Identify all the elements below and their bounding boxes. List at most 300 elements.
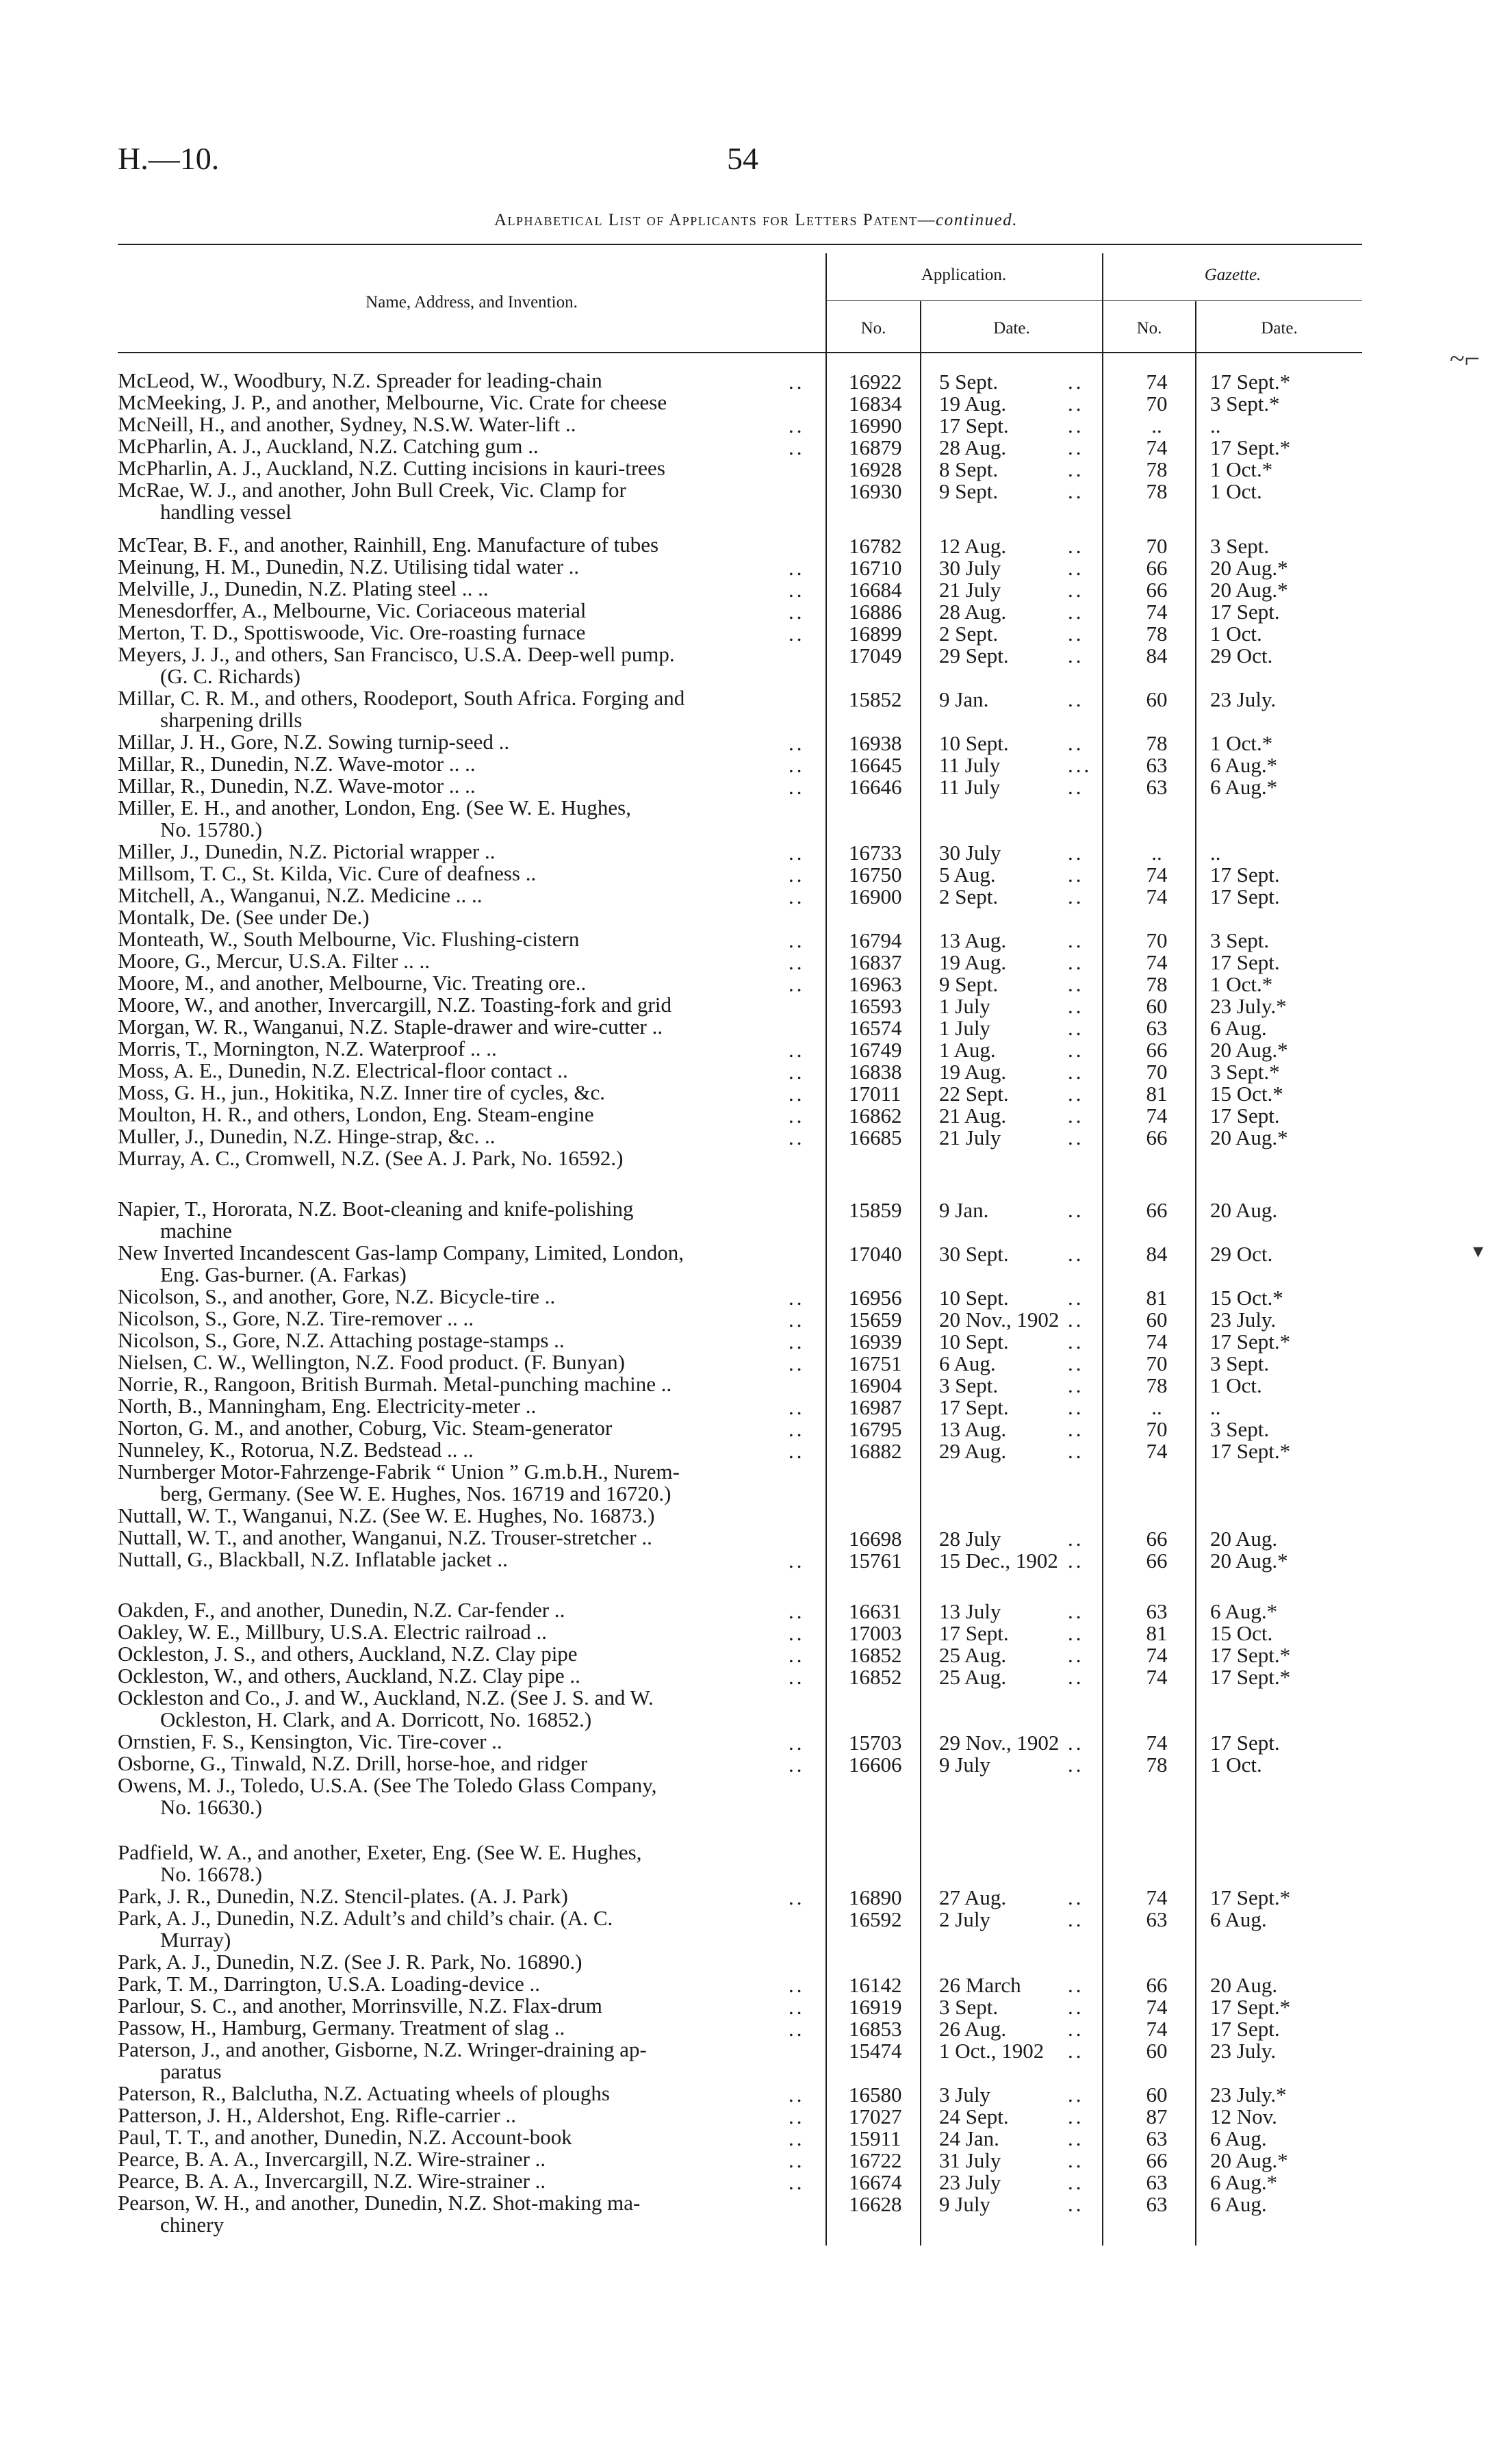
application-date: 27 Aug. (939, 1885, 1007, 1909)
applicant-entry (118, 950, 816, 972)
gazette-number: 70 (1146, 392, 1168, 416)
application-number: 16685 (849, 1125, 902, 1149)
column-header-gazette-no: No. (1136, 319, 1162, 338)
applicant-entry (118, 2104, 816, 2126)
gazette-number: 63 (1146, 2192, 1168, 2216)
leader-dots: .. (789, 578, 805, 602)
gazette-date: 1 Oct.* (1210, 972, 1273, 996)
date-leader-dots: .. (1068, 479, 1084, 503)
applicant-entry (118, 1549, 816, 1570)
gazette-number: 84 (1146, 644, 1168, 667)
gazette-number: 70 (1146, 1060, 1168, 1084)
application-number: 16794 (849, 928, 902, 952)
date-leader-dots: .. (1068, 1731, 1084, 1755)
gazette-number: 66 (1146, 556, 1168, 580)
gazette-date: 6 Aug. (1210, 1907, 1267, 1931)
gazette-number: 66 (1146, 1038, 1168, 1062)
gazette-number: 74 (1146, 1731, 1168, 1755)
applicant-text: Meinung, H. M., Dunedin, N.Z. Utilising tidal water .. (118, 555, 580, 578)
applicant-entry (118, 1527, 816, 1549)
leader-dots: .. (789, 1599, 805, 1623)
leader-dots: .. (789, 1731, 805, 1755)
leader-dots: .. (789, 2148, 805, 2172)
applicant-entry (118, 775, 816, 797)
leader-dots: .. (789, 1885, 805, 1909)
applicant-text: Moore, M., and another, Melbourne, Vic. Treating ore.. (118, 971, 587, 995)
column-header-name: Name, Address, and Invention. (366, 293, 578, 311)
gazette-number: 78 (1146, 479, 1168, 503)
gazette-date: 3 Sept. (1210, 928, 1270, 952)
applicant-text: Millar, R., Dunedin, N.Z. Wave-motor .. .. (118, 774, 476, 798)
date-leader-dots: .. (1068, 1395, 1084, 1419)
leader-dots: .. (789, 1549, 805, 1573)
applicant-text-continued: handling vessel (160, 500, 292, 524)
gazette-date: 17 Sept.* (1210, 1439, 1291, 1463)
gazette-number: 70 (1146, 928, 1168, 952)
application-number: 15703 (849, 1731, 902, 1755)
applicant-entry (118, 1242, 816, 1286)
application-number: 16862 (849, 1104, 902, 1128)
applicant-text: Nielsen, C. W., Wellington, N.Z. Food product. (F. Bunyan) (118, 1350, 626, 1374)
application-number: 16922 (849, 370, 902, 394)
applicant-text: Ockleston and Co., J. and W., Auckland, N.Z. (See J. S. and W. (118, 1686, 654, 1709)
gazette-number: 81 (1146, 1286, 1168, 1310)
date-leader-dots: .. (1068, 1885, 1084, 1909)
leader-dots: .. (789, 1125, 805, 1149)
gazette-number: 78 (1146, 1753, 1168, 1777)
applicant-text: Ockleston, J. S., and others, Auckland, N.Z. Clay pipe (118, 1642, 578, 1666)
application-number: 16628 (849, 2192, 902, 2216)
applicant-entry (118, 2148, 816, 2170)
gazette-date: 17 Sept.* (1210, 435, 1291, 459)
date-leader-dots: .. (1068, 578, 1084, 602)
gazette-date: 3 Sept. (1210, 1417, 1270, 1441)
applicant-text: Moulton, H. R., and others, London, Eng. Steam-engine (118, 1102, 594, 1126)
gazette-date: 23 July. (1210, 2039, 1277, 2063)
applicant-entry (118, 687, 816, 731)
gazette-date: 1 Oct. (1210, 622, 1262, 646)
gazette-number: 78 (1146, 972, 1168, 996)
date-leader-dots: .. (1068, 392, 1084, 416)
application-date: 6 Aug. (939, 1351, 996, 1375)
gazette-number: 70 (1146, 534, 1168, 558)
column-divider-name (825, 253, 827, 2246)
date-leader-dots: .. (1068, 1643, 1084, 1667)
application-number: 17027 (849, 2104, 902, 2128)
application-date: 21 July (939, 578, 1001, 602)
gazette-number: 63 (1146, 1907, 1168, 1931)
applicant-entry (118, 1907, 816, 1951)
application-date: 5 Aug. (939, 863, 996, 887)
leader-dots: .. (789, 950, 805, 974)
date-leader-dots: .. (1068, 1439, 1084, 1463)
application-number: 16852 (849, 1643, 902, 1667)
applicant-text-continued: (G. C. Richards) (160, 664, 300, 688)
gazette-number: 74 (1146, 1643, 1168, 1667)
application-number: 16749 (849, 1038, 902, 1062)
applicant-entry (118, 1665, 816, 1687)
gazette-number: 74 (1146, 1104, 1168, 1128)
application-number: 16631 (849, 1599, 902, 1623)
applicant-entry (118, 1104, 816, 1125)
application-date: 30 July (939, 841, 1001, 865)
application-date: 28 Aug. (939, 435, 1007, 459)
date-leader-dots: .. (1068, 2126, 1084, 2150)
applicant-text: Miller, J., Dunedin, N.Z. Pictorial wrapper .. (118, 839, 496, 863)
application-date: 11 July (939, 775, 1001, 799)
application-number: 16834 (849, 392, 902, 416)
gazette-number: 78 (1146, 457, 1168, 481)
application-date: 19 Aug. (939, 950, 1007, 974)
date-leader-dots: .. (1068, 1417, 1084, 1441)
application-date: 17 Sept. (939, 1621, 1009, 1645)
leader-dots: .. (789, 863, 805, 887)
gazette-number: 74 (1146, 370, 1168, 394)
application-date: 10 Sept. (939, 731, 1009, 755)
applicant-entry (118, 797, 816, 841)
applicant-text: Nuttall, W. T., Wanganui, N.Z. (See W. E. Hughes, No. 16873.) (118, 1503, 655, 1527)
applicant-entry (118, 1060, 816, 1082)
gazette-date: 1 Oct.* (1210, 731, 1273, 755)
gazette-number: 60 (1146, 687, 1168, 711)
application-number: 15859 (849, 1198, 902, 1222)
application-date: 28 July (939, 1527, 1001, 1551)
application-date: 23 July (939, 2170, 1001, 2194)
page-title (0, 211, 1512, 230)
applicant-text: McPharlin, A. J., Auckland, N.Z. Cutting incisions in kauri-trees (118, 456, 665, 480)
applicant-entry (118, 1286, 816, 1308)
leader-dots: .. (789, 600, 805, 624)
leader-dots: .. (789, 1665, 805, 1689)
date-leader-dots: .. (1068, 863, 1084, 887)
gazette-date: 29 Oct. (1210, 644, 1273, 667)
leader-dots: .. (789, 885, 805, 908)
date-leader-dots: .. (1068, 1286, 1084, 1310)
leader-dots: .. (789, 1995, 805, 2019)
gazette-date: 17 Sept. (1210, 1104, 1280, 1128)
application-date: 9 July (939, 1753, 990, 1777)
applicant-entry (118, 1125, 816, 1147)
applicant-text: Melville, J., Dunedin, N.Z. Plating steel .. .. (118, 576, 489, 600)
gazette-number: 66 (1146, 1198, 1168, 1222)
leader-dots: .. (789, 1621, 805, 1645)
applicant-text: Montalk, De. (See under De.) (118, 905, 370, 929)
applicant-entry (118, 1687, 816, 1731)
application-number: 16900 (849, 885, 902, 908)
gazette-number: 60 (1146, 2039, 1168, 2063)
gazette-number: 66 (1146, 1527, 1168, 1551)
application-number: 16882 (849, 1439, 902, 1463)
gazette-date: 17 Sept.* (1210, 1885, 1291, 1909)
column-header-app-date: Date. (993, 319, 1030, 338)
gazette-number: 70 (1146, 1417, 1168, 1441)
applicant-text: Norton, G. M., and another, Coburg, Vic. Steam-generator (118, 1416, 613, 1440)
application-date: 29 Sept. (939, 644, 1009, 667)
gazette-date: 6 Aug. (1210, 2192, 1267, 2216)
date-leader-dots: .. (1068, 731, 1084, 755)
date-leader-dots: .. (1068, 1973, 1084, 1997)
applicant-text: Miller, E. H., and another, London, Eng. (See W. E. Hughes, (118, 796, 631, 819)
applicant-text: McRae, W. J., and another, John Bull Creek, Vic. Clamp for (118, 478, 626, 502)
leader-dots: .. (789, 972, 805, 996)
applicant-text: Nuttall, W. T., and another, Wanganui, N.Z. Trouser-stretcher .. (118, 1525, 652, 1549)
applicant-entry (118, 928, 816, 950)
gazette-date: 6 Aug. (1210, 2126, 1267, 2150)
applicant-entry (118, 2083, 816, 2104)
application-number: 16852 (849, 1665, 902, 1689)
gazette-date: 20 Aug. (1210, 1198, 1278, 1222)
gazette-date: 17 Sept.* (1210, 370, 1291, 394)
application-number: 16963 (849, 972, 902, 996)
applicant-text: Park, T. M., Darrington, U.S.A. Loading-device .. (118, 1972, 541, 1996)
applicant-text: Pearce, B. A. A., Invercargill, N.Z. Wire-strainer .. (118, 2147, 546, 2171)
applicant-entry (118, 1439, 816, 1461)
application-number: 16142 (849, 1973, 902, 1997)
application-number: 16837 (849, 950, 902, 974)
applicant-text: Millar, J. H., Gore, N.Z. Sowing turnip-seed .. (118, 730, 510, 754)
gazette-number: 66 (1146, 1973, 1168, 1997)
application-date: 1 July (939, 994, 990, 1018)
applicant-text: McPharlin, A. J., Auckland, N.Z. Catching gum .. (118, 434, 539, 458)
application-number: 16646 (849, 775, 902, 799)
application-date: 15 Dec., 1902 (939, 1549, 1058, 1573)
date-leader-dots: .. (1068, 1665, 1084, 1689)
application-number: 16733 (849, 841, 902, 865)
date-leader-dots: .. (1068, 2192, 1084, 2216)
gazette-date: 3 Sept.* (1210, 392, 1280, 416)
gazette-date: 20 Aug. (1210, 1973, 1278, 1997)
leader-dots: .. (789, 435, 805, 459)
gazette-date: 17 Sept. (1210, 863, 1280, 887)
application-date: 22 Sept. (939, 1082, 1009, 1106)
application-date: 8 Sept. (939, 457, 999, 481)
applicant-entry (118, 2017, 816, 2039)
gazette-date: 15 Oct.* (1210, 1082, 1283, 1106)
applicant-text-continued: machine (160, 1219, 233, 1243)
application-number: 16722 (849, 2148, 902, 2172)
gazette-number: 63 (1146, 2170, 1168, 2194)
document-reference: H.—10. (118, 141, 220, 176)
applicant-text: Mitchell, A., Wanganui, N.Z. Medicine .. .. (118, 883, 483, 907)
gazette-date: 17 Sept. (1210, 600, 1280, 624)
application-number: 16795 (849, 1417, 902, 1441)
application-number: 16890 (849, 1885, 902, 1909)
date-leader-dots: .. (1068, 1527, 1084, 1551)
applicant-entry (118, 1973, 816, 1995)
applicant-entry (118, 392, 816, 414)
date-leader-dots: .. (1068, 950, 1084, 974)
column-header-app-no: No. (860, 319, 886, 338)
applicant-entry (118, 1842, 816, 1885)
applicant-entry (118, 1885, 816, 1907)
applicant-text: North, B., Manningham, Eng. Electricity-meter .. (118, 1394, 537, 1418)
gazette-number: 60 (1146, 2083, 1168, 2107)
gazette-date: 20 Aug.* (1210, 578, 1288, 602)
date-leader-dots: .. (1068, 1104, 1084, 1128)
applicant-text: Menesdorffer, A., Melbourne, Vic. Coriaceous material (118, 598, 587, 622)
applicant-entry (118, 1599, 816, 1621)
gazette-date: .. (1210, 841, 1221, 865)
applicant-entry (118, 1308, 816, 1330)
leader-dots: .. (789, 1439, 805, 1463)
application-number: 17011 (849, 1082, 901, 1106)
applicant-text: Nicolson, S., Gore, N.Z. Attaching postage-stamps .. (118, 1328, 565, 1352)
application-date: 30 Sept. (939, 1242, 1009, 1266)
applicant-text: Oakley, W. E., Millbury, U.S.A. Electric railroad .. (118, 1620, 548, 1644)
applicant-entry (118, 1147, 816, 1169)
application-date: 12 Aug. (939, 534, 1007, 558)
application-date: 30 July (939, 556, 1001, 580)
gazette-date: .. (1210, 414, 1221, 437)
applicant-entry (118, 1775, 816, 1818)
date-leader-dots: .. (1068, 1016, 1084, 1040)
application-date: 20 Nov., 1902 (939, 1308, 1060, 1332)
gazette-number: .. (1151, 841, 1162, 865)
application-number: 16879 (849, 435, 902, 459)
application-date: 19 Aug. (939, 392, 1007, 416)
applicant-entry (118, 622, 816, 644)
applicant-entry (118, 414, 816, 435)
applicant-entry (118, 1395, 816, 1417)
applicant-text-continued: No. 15780.) (160, 817, 262, 841)
applicant-text-continued: sharpening drills (160, 708, 303, 732)
gazette-date: 3 Sept. (1210, 534, 1270, 558)
applicant-text: Passow, H., Hamburg, Germany. Treatment of slag .. (118, 2015, 565, 2039)
gazette-number: 74 (1146, 1330, 1168, 1353)
date-leader-dots: .. (1068, 644, 1084, 667)
application-number: 17049 (849, 644, 902, 667)
application-number: 16580 (849, 2083, 902, 2107)
applicant-entry (118, 906, 816, 928)
column-divider-gazette-no (1195, 301, 1196, 2246)
title-continued: continued. (936, 211, 1018, 229)
date-leader-dots: .. (1068, 2148, 1084, 2172)
applicant-entry (118, 2126, 816, 2148)
gazette-date: .. (1210, 1395, 1221, 1419)
application-number: 16928 (849, 457, 902, 481)
applicant-text: Park, A. J., Dunedin, N.Z. Adult’s and child’s chair. (A. C. (118, 1906, 613, 1930)
leader-dots: .. (789, 775, 805, 799)
gazette-date: 23 July. (1210, 687, 1277, 711)
applicant-entry (118, 1198, 816, 1242)
date-leader-dots: .. (1068, 1125, 1084, 1149)
date-leader-dots: .. (1068, 1060, 1084, 1084)
applicant-entry (118, 556, 816, 578)
applicant-text-continued: Eng. Gas-burner. (A. Farkas) (160, 1262, 407, 1286)
gazette-date: 23 July. (1210, 1308, 1277, 1332)
application-date: 21 Aug. (939, 1104, 1007, 1128)
leader-dots: .. (789, 1417, 805, 1441)
applicant-text: McTear, B. F., and another, Rainhill, Eng. Manufacture of tubes (118, 533, 659, 557)
applicant-entry (118, 1330, 816, 1351)
gazette-date: 17 Sept. (1210, 885, 1280, 908)
gazette-number: 63 (1146, 1016, 1168, 1040)
application-date: 17 Sept. (939, 414, 1009, 437)
applicant-text: Ockleston, W., and others, Auckland, N.Z. Clay pipe .. (118, 1664, 580, 1688)
application-number: 16939 (849, 1330, 902, 1353)
applicant-entry (118, 578, 816, 600)
gazette-number: 87 (1146, 2104, 1168, 2128)
applicant-text: Moore, W., and another, Invercargill, N.Z. Toasting-fork and grid (118, 993, 671, 1017)
application-date: 26 March (939, 1973, 1021, 1997)
gazette-date: 17 Sept. (1210, 1731, 1280, 1755)
applicant-text: Padfield, W. A., and another, Exeter, Eng. (See W. E. Hughes, (118, 1840, 642, 1864)
gazette-date: 20 Aug. (1210, 1527, 1278, 1551)
gazette-number: 63 (1146, 775, 1168, 799)
leader-dots: .. (789, 2083, 805, 2107)
applicant-text: Park, J. R., Dunedin, N.Z. Stencil-plates. (A. J. Park) (118, 1884, 568, 1908)
application-date: 13 Aug. (939, 1417, 1007, 1441)
gazette-number: 74 (1146, 1439, 1168, 1463)
applicant-text: Muller, J., Dunedin, N.Z. Hinge-strap, &c. .. (118, 1124, 496, 1148)
application-number: 16956 (849, 1286, 902, 1310)
applicant-entry (118, 2192, 816, 2236)
application-number: 16751 (849, 1351, 902, 1375)
gazette-date: 6 Aug.* (1210, 775, 1278, 799)
date-leader-dots: .. (1068, 622, 1084, 646)
leader-dots: .. (789, 2126, 805, 2150)
applicant-entry (118, 1417, 816, 1439)
applicant-entry (118, 534, 816, 556)
applicant-entry (118, 370, 816, 392)
application-date: 24 Jan. (939, 2126, 999, 2150)
application-date: 29 Aug. (939, 1439, 1007, 1463)
application-number: 16750 (849, 863, 902, 887)
applicant-text: Patterson, J. H., Aldershot, Eng. Rifle-carrier .. (118, 2103, 516, 2127)
date-leader-dots: .. (1068, 994, 1084, 1018)
applicant-entry (118, 1731, 816, 1753)
leader-dots: .. (789, 841, 805, 865)
leader-dots: .. (789, 1330, 805, 1353)
gazette-date: 17 Sept.* (1210, 1330, 1291, 1353)
date-leader-dots: .. (1068, 1995, 1084, 2019)
gazette-date: 1 Oct. (1210, 1373, 1262, 1397)
applicant-text: New Inverted Incandescent Gas-lamp Company, Limited, London, (118, 1241, 684, 1264)
date-leader-dots: .. (1068, 1330, 1084, 1353)
application-number: 16853 (849, 2017, 902, 2041)
application-date: 2 July (939, 1907, 990, 1931)
application-number: 16938 (849, 731, 902, 755)
gazette-date: 1 Oct. (1210, 1753, 1262, 1777)
applicant-text: Oakden, F., and another, Dunedin, N.Z. Car-fender .. (118, 1598, 565, 1622)
applicant-text: McMeeking, J. P., and another, Melbourne, Vic. Crate for cheese (118, 390, 667, 414)
application-number: 16838 (849, 1060, 902, 1084)
application-number: 16990 (849, 414, 902, 437)
column-header-gazette: Gazette. (1204, 266, 1261, 284)
gazette-date: 17 Sept. (1210, 950, 1280, 974)
applicant-entry (118, 863, 816, 885)
application-number: 15761 (849, 1549, 902, 1573)
application-number: 16710 (849, 556, 902, 580)
application-date: 9 Sept. (939, 972, 999, 996)
applicant-text: Pearce, B. A. A., Invercargill, N.Z. Wire-strainer .. (118, 2169, 546, 2193)
date-leader-dots: .. (1068, 600, 1084, 624)
gazette-date: 29 Oct. (1210, 1242, 1273, 1266)
date-leader-dots: .. (1068, 687, 1084, 711)
application-number: 15911 (849, 2126, 901, 2150)
applicant-text-continued: No. 16678.) (160, 1862, 262, 1886)
application-number: 16899 (849, 622, 902, 646)
date-leader-dots: .. (1068, 2039, 1084, 2063)
leader-dots: .. (789, 928, 805, 952)
gazette-date: 1 Oct.* (1210, 457, 1273, 481)
application-number: 16645 (849, 753, 902, 777)
applicant-text: Park, A. J., Dunedin, N.Z. (See J. R. Park, No. 16890.) (118, 1950, 582, 1974)
leader-dots: .. (789, 1351, 805, 1375)
applicant-entry (118, 1016, 816, 1038)
leader-dots: .. (789, 731, 805, 755)
applicant-entry (118, 972, 816, 994)
